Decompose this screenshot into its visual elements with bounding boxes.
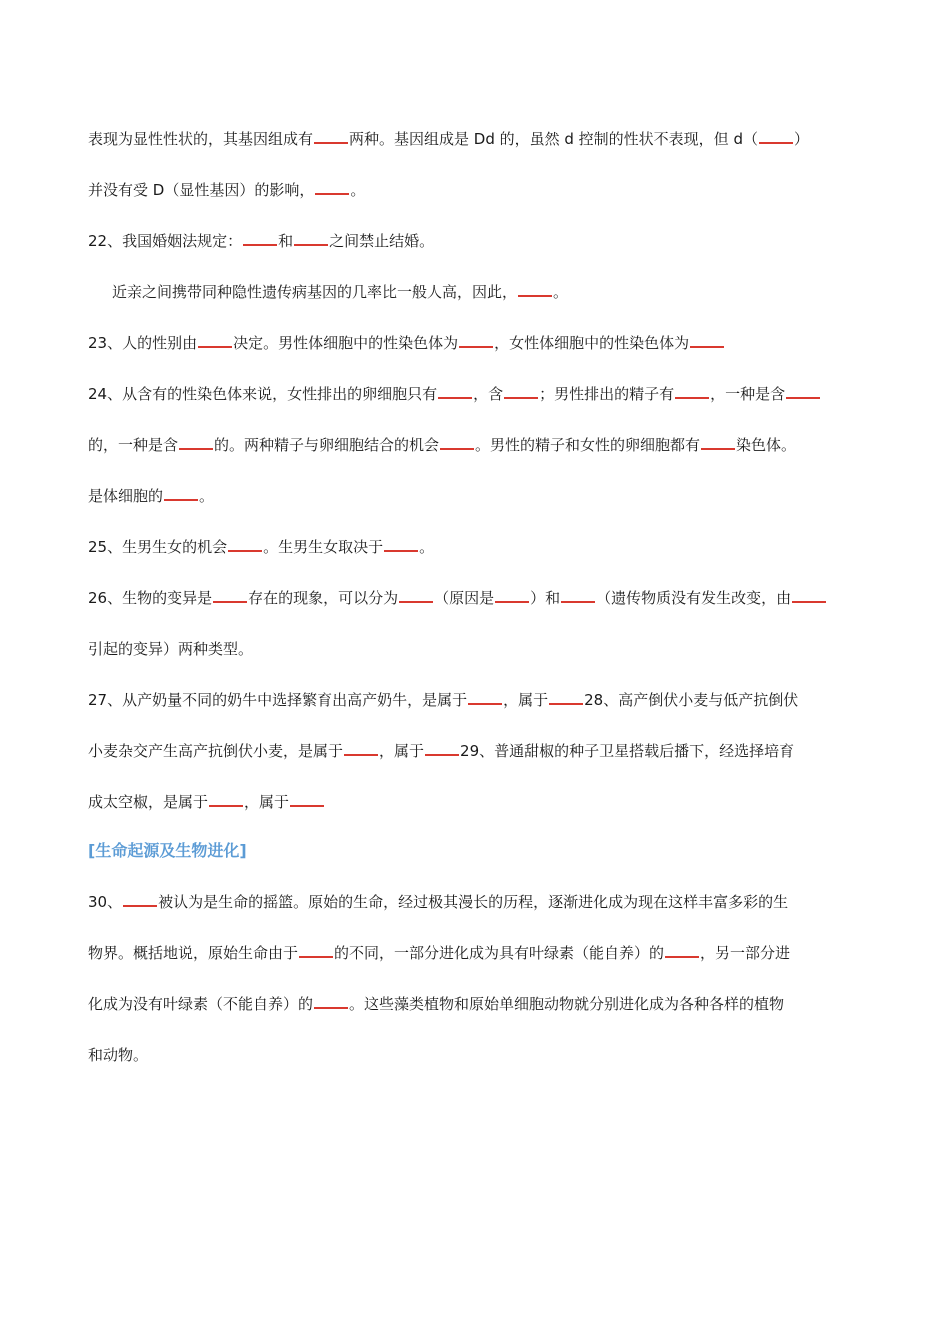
- text-segment: 。生男生女取决于: [263, 538, 384, 556]
- answer-blank: [314, 994, 348, 1009]
- text-segment: 25、生男生女的机会: [88, 538, 228, 556]
- text-segment: ，属于: [503, 691, 549, 709]
- text-segment: 。: [419, 538, 435, 556]
- answer-blank: [468, 690, 502, 705]
- text-line: [88, 1045, 868, 1065]
- answer-blank: [438, 384, 472, 399]
- answer-blank: [549, 690, 583, 705]
- text-segment: 小麦杂交产生高产抗倒伏小麦，是属于: [88, 742, 344, 760]
- answer-blank: [495, 588, 529, 603]
- text-line: [88, 741, 868, 761]
- text-segment: 22、我国婚姻法规定：: [88, 232, 243, 250]
- answer-blank: [701, 435, 735, 450]
- text-segment: 28、高产倒伏小麦与低产抗倒伏: [584, 691, 799, 709]
- text-line: [112, 282, 892, 302]
- answer-blank: [665, 943, 699, 958]
- text-segment: 。: [553, 283, 569, 301]
- answer-blank: [690, 333, 724, 348]
- answer-blank: [213, 588, 247, 603]
- text-segment: ）和: [530, 589, 561, 607]
- answer-blank: [164, 486, 198, 501]
- text-segment: ，属于: [379, 742, 425, 760]
- answer-blank: [399, 588, 433, 603]
- question-23: [88, 333, 868, 353]
- answer-blank: [123, 892, 157, 907]
- text-segment: 决定。男性体细胞中的性染色体为: [233, 334, 459, 352]
- answer-blank: [198, 333, 232, 348]
- text-line: [88, 180, 868, 200]
- answer-blank: [314, 129, 348, 144]
- answer-blank: [792, 588, 826, 603]
- text-segment: 。男性的精子和女性的卵细胞都有: [475, 436, 701, 454]
- text-line: [88, 129, 868, 149]
- question-26: [88, 588, 868, 608]
- text-line: [88, 486, 868, 506]
- answer-blank: [561, 588, 595, 603]
- text-segment: （遗传物质没有发生改变，由: [596, 589, 792, 607]
- text-segment: 。: [199, 487, 215, 505]
- answer-blank: [228, 537, 262, 552]
- text-segment: ，含: [473, 385, 504, 403]
- text-segment: 24、从含有的性染色体来说，女性排出的卵细胞只有: [88, 385, 438, 403]
- text-segment: 近亲之间携带同种隐性遗传病基因的几率比一般人高，因此，: [112, 283, 518, 301]
- text-segment: 物界。概括地说，原始生命由于: [88, 944, 299, 962]
- text-segment: 化成为没有叶绿素（不能自养）的: [88, 995, 314, 1013]
- answer-blank: [759, 129, 793, 144]
- text-segment: 的。两种精子与卵细胞结合的机会: [214, 436, 440, 454]
- text-line: [88, 792, 868, 812]
- answer-blank: [294, 231, 328, 246]
- text-line: [88, 639, 868, 659]
- text-segment: 并没有受 D（显性基因）的影响，: [88, 181, 315, 199]
- text-segment: 。: [350, 181, 366, 199]
- answer-blank: [786, 384, 820, 399]
- question-22: [88, 231, 868, 251]
- question-27: [88, 690, 868, 710]
- text-segment: ）: [793, 130, 809, 148]
- question-24: [88, 384, 868, 404]
- answer-blank: [315, 180, 349, 195]
- text-segment: 的不同，一部分进化成为具有叶绿素（能自养）的: [334, 944, 665, 962]
- text-line: [88, 435, 868, 455]
- answer-blank: [243, 231, 277, 246]
- answer-blank: [518, 282, 552, 297]
- text-segment: 的，一种是含: [88, 436, 179, 454]
- text-segment: 成太空椒，是属于: [88, 793, 209, 811]
- answer-blank: [290, 792, 324, 807]
- text-segment: 两种。基因组成是 Dd 的，虽然 d 控制的性状不表现，但 d（: [349, 130, 758, 148]
- text-segment: 27、从产奶量不同的奶牛中选择繁育出高产奶牛，是属于: [88, 691, 468, 709]
- text-segment: 存在的现象，可以分为: [248, 589, 399, 607]
- text-segment: 引起的变异）两种类型。: [88, 640, 254, 658]
- text-segment: 之间禁止结婚。: [329, 232, 435, 250]
- text-segment: ，女性体细胞中的性染色体为: [494, 334, 690, 352]
- text-segment: ，另一部分进: [700, 944, 791, 962]
- answer-blank: [440, 435, 474, 450]
- answer-blank: [299, 943, 333, 958]
- text-line: [88, 994, 868, 1014]
- answer-blank: [425, 741, 459, 756]
- answer-blank: [209, 792, 243, 807]
- question-25: [88, 537, 868, 557]
- answer-blank: [504, 384, 538, 399]
- text-line: [88, 943, 868, 963]
- text-segment: 被认为是生命的摇篮。原始的生命，经过极其漫长的历程，逐渐进化成为现在这样丰富多彩的生: [158, 893, 789, 911]
- text-segment: 染色体。: [736, 436, 797, 454]
- text-segment: 23、人的性别由: [88, 334, 198, 352]
- text-segment: 和: [278, 232, 294, 250]
- text-segment: 表现为显性性状的，其基因组成有: [88, 130, 314, 148]
- text-segment: ；男性排出的精子有: [539, 385, 675, 403]
- text-segment: 是体细胞的: [88, 487, 164, 505]
- text-segment: ，属于: [244, 793, 290, 811]
- answer-blank: [675, 384, 709, 399]
- text-segment: ，一种是含: [710, 385, 786, 403]
- answer-blank: [344, 741, 378, 756]
- answer-blank: [179, 435, 213, 450]
- answer-blank: [459, 333, 493, 348]
- question-30: [88, 892, 868, 912]
- text-segment: 26、生物的变异是: [88, 589, 213, 607]
- answer-blank: [384, 537, 418, 552]
- text-segment: 30、: [88, 893, 123, 911]
- section-heading: [生命起源及生物进化]: [88, 841, 247, 860]
- text-segment: 29、普通甜椒的种子卫星搭载后播下，经选择培育: [460, 742, 795, 760]
- text-segment: （原因是: [434, 589, 495, 607]
- text-segment: 。这些藻类植物和原始单细胞动物就分别进化成为各种各样的植物: [349, 995, 785, 1013]
- text-segment: 和动物。: [88, 1046, 149, 1064]
